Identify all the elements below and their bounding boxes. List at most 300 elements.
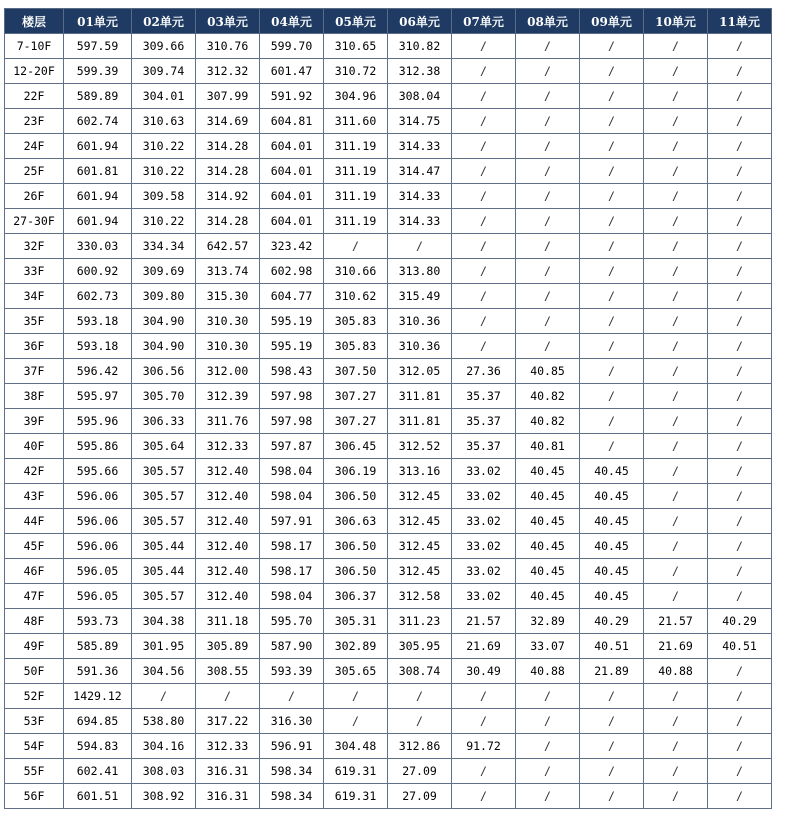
area-cell: 312.58 — [388, 584, 452, 609]
area-cell: 307.27 — [324, 409, 388, 434]
area-cell: 40.45 — [516, 534, 580, 559]
area-cell: 313.80 — [388, 259, 452, 284]
area-cell: 305.70 — [132, 384, 196, 409]
column-header-unit: 01单元 — [64, 9, 132, 34]
area-cell: 312.00 — [196, 359, 260, 384]
area-cell: 595.97 — [64, 384, 132, 409]
area-cell: / — [708, 584, 772, 609]
area-table-container — [4, 8, 772, 809]
area-cell: / — [452, 709, 516, 734]
floor-cell: 32F — [5, 234, 64, 259]
table-row — [5, 284, 772, 309]
area-cell: 308.92 — [132, 784, 196, 809]
area-cell: 312.38 — [388, 59, 452, 84]
area-cell: / — [580, 434, 644, 459]
area-cell: 593.18 — [64, 309, 132, 334]
area-cell: 314.92 — [196, 184, 260, 209]
area-cell: / — [452, 134, 516, 159]
area-cell: / — [324, 709, 388, 734]
floor-cell: 46F — [5, 559, 64, 584]
table-row — [5, 634, 772, 659]
area-cell: 306.19 — [324, 459, 388, 484]
area-cell: / — [452, 284, 516, 309]
area-cell: 315.30 — [196, 284, 260, 309]
area-cell: / — [324, 234, 388, 259]
area-cell: 311.19 — [324, 134, 388, 159]
area-cell: / — [452, 59, 516, 84]
column-header-unit: 03单元 — [196, 9, 260, 34]
area-cell: 302.89 — [324, 634, 388, 659]
area-cell: 604.01 — [260, 209, 324, 234]
area-cell: 316.31 — [196, 784, 260, 809]
area-cell: 309.69 — [132, 259, 196, 284]
area-cell: 33.02 — [452, 584, 516, 609]
area-cell: 304.90 — [132, 309, 196, 334]
area-cell: 597.59 — [64, 34, 132, 59]
area-cell: 40.45 — [580, 459, 644, 484]
area-cell: 312.33 — [196, 734, 260, 759]
area-cell: 312.45 — [388, 559, 452, 584]
area-cell: / — [708, 209, 772, 234]
area-cell: 304.48 — [324, 734, 388, 759]
area-cell: / — [708, 309, 772, 334]
floor-cell: 50F — [5, 659, 64, 684]
table-row — [5, 34, 772, 59]
area-cell: 304.56 — [132, 659, 196, 684]
table-row — [5, 209, 772, 234]
area-cell: / — [452, 34, 516, 59]
area-cell: 305.57 — [132, 584, 196, 609]
area-cell: 27.09 — [388, 784, 452, 809]
area-cell: 601.94 — [64, 209, 132, 234]
table-row — [5, 609, 772, 634]
table-body — [5, 34, 772, 809]
area-cell: 323.42 — [260, 234, 324, 259]
area-cell: 314.33 — [388, 184, 452, 209]
area-cell: 30.49 — [452, 659, 516, 684]
area-cell: / — [644, 534, 708, 559]
area-cell: 598.04 — [260, 584, 324, 609]
area-cell: 40.45 — [580, 584, 644, 609]
area-cell: 311.23 — [388, 609, 452, 634]
area-cell: 310.63 — [132, 109, 196, 134]
area-cell: 311.81 — [388, 384, 452, 409]
area-cell: 1429.12 — [64, 684, 132, 709]
table-row — [5, 259, 772, 284]
area-cell: / — [644, 259, 708, 284]
area-cell: 91.72 — [452, 734, 516, 759]
table-row — [5, 509, 772, 534]
area-cell: / — [708, 284, 772, 309]
area-cell: / — [708, 534, 772, 559]
area-cell: / — [388, 234, 452, 259]
area-cell: / — [132, 684, 196, 709]
area-cell: 305.57 — [132, 509, 196, 534]
area-cell: 314.28 — [196, 134, 260, 159]
area-cell: / — [516, 84, 580, 109]
area-cell: / — [708, 559, 772, 584]
area-cell: 311.19 — [324, 184, 388, 209]
area-cell: 21.69 — [452, 634, 516, 659]
area-cell: / — [196, 684, 260, 709]
area-cell: / — [516, 259, 580, 284]
area-cell: / — [580, 309, 644, 334]
area-cell: / — [708, 359, 772, 384]
table-row — [5, 234, 772, 259]
area-cell: / — [708, 34, 772, 59]
area-cell: 310.22 — [132, 159, 196, 184]
area-cell: 598.04 — [260, 484, 324, 509]
area-cell: 596.42 — [64, 359, 132, 384]
column-header-unit: 11单元 — [708, 9, 772, 34]
area-cell: / — [708, 409, 772, 434]
area-cell: 312.52 — [388, 434, 452, 459]
table-row — [5, 159, 772, 184]
area-cell: 40.81 — [516, 434, 580, 459]
area-cell: / — [580, 684, 644, 709]
area-cell: 308.03 — [132, 759, 196, 784]
floor-cell: 7-10F — [5, 34, 64, 59]
area-cell: 312.40 — [196, 509, 260, 534]
area-cell: / — [516, 184, 580, 209]
column-header-unit: 09单元 — [580, 9, 644, 34]
area-cell: 21.57 — [644, 609, 708, 634]
area-cell: 304.96 — [324, 84, 388, 109]
area-cell: / — [708, 484, 772, 509]
area-cell: 314.47 — [388, 159, 452, 184]
area-cell: / — [644, 184, 708, 209]
area-cell: 595.19 — [260, 309, 324, 334]
area-cell: 598.04 — [260, 459, 324, 484]
area-cell: 310.30 — [196, 309, 260, 334]
floor-cell: 53F — [5, 709, 64, 734]
area-cell: 307.27 — [324, 384, 388, 409]
area-cell: 309.80 — [132, 284, 196, 309]
floor-cell: 39F — [5, 409, 64, 434]
area-cell: / — [580, 359, 644, 384]
floor-cell: 22F — [5, 84, 64, 109]
area-cell: 304.16 — [132, 734, 196, 759]
area-cell: / — [580, 209, 644, 234]
area-cell: 314.33 — [388, 134, 452, 159]
table-row — [5, 84, 772, 109]
area-cell: 309.74 — [132, 59, 196, 84]
area-cell: / — [644, 484, 708, 509]
area-cell: 591.92 — [260, 84, 324, 109]
area-cell: 27.36 — [452, 359, 516, 384]
area-cell: / — [452, 159, 516, 184]
area-cell: 306.45 — [324, 434, 388, 459]
area-cell: 313.74 — [196, 259, 260, 284]
area-cell: 308.04 — [388, 84, 452, 109]
area-cell: 40.82 — [516, 409, 580, 434]
area-cell: / — [580, 159, 644, 184]
floor-cell: 25F — [5, 159, 64, 184]
area-cell: 40.45 — [516, 559, 580, 584]
area-cell: 40.51 — [708, 634, 772, 659]
area-cell: / — [644, 359, 708, 384]
area-cell: 601.81 — [64, 159, 132, 184]
area-cell: / — [644, 459, 708, 484]
area-cell: / — [452, 259, 516, 284]
area-cell: 305.44 — [132, 534, 196, 559]
area-cell: 311.19 — [324, 159, 388, 184]
column-header-unit: 04单元 — [260, 9, 324, 34]
area-cell: / — [324, 684, 388, 709]
floor-cell: 48F — [5, 609, 64, 634]
area-cell: 596.91 — [260, 734, 324, 759]
area-cell: / — [644, 434, 708, 459]
area-cell: 27.09 — [388, 759, 452, 784]
area-cell: 305.89 — [196, 634, 260, 659]
area-cell: / — [644, 784, 708, 809]
area-cell: 598.17 — [260, 559, 324, 584]
area-cell: / — [644, 734, 708, 759]
area-cell: / — [644, 84, 708, 109]
area-cell: 591.36 — [64, 659, 132, 684]
area-cell: 311.19 — [324, 209, 388, 234]
area-cell: / — [452, 234, 516, 259]
area-cell: / — [452, 784, 516, 809]
area-cell: 306.50 — [324, 534, 388, 559]
area-cell: / — [644, 709, 708, 734]
area-cell: 596.05 — [64, 559, 132, 584]
area-cell: / — [260, 684, 324, 709]
area-cell: / — [580, 109, 644, 134]
area-cell: 593.18 — [64, 334, 132, 359]
area-cell: 305.83 — [324, 334, 388, 359]
table-row — [5, 559, 772, 584]
area-cell: / — [516, 34, 580, 59]
column-header-unit: 08单元 — [516, 9, 580, 34]
area-cell: / — [644, 559, 708, 584]
table-row — [5, 384, 772, 409]
area-cell: / — [580, 384, 644, 409]
area-cell: / — [708, 59, 772, 84]
area-cell: / — [708, 509, 772, 534]
area-cell: 33.07 — [516, 634, 580, 659]
area-cell: / — [644, 384, 708, 409]
area-cell: 604.81 — [260, 109, 324, 134]
area-cell: 316.31 — [196, 759, 260, 784]
area-cell: 604.01 — [260, 184, 324, 209]
area-cell: / — [644, 59, 708, 84]
area-cell: 21.89 — [580, 659, 644, 684]
area-cell: 307.50 — [324, 359, 388, 384]
area-cell: / — [644, 309, 708, 334]
area-cell: / — [580, 334, 644, 359]
area-cell: 604.77 — [260, 284, 324, 309]
area-cell: 600.92 — [64, 259, 132, 284]
area-cell: 308.74 — [388, 659, 452, 684]
area-cell: 307.99 — [196, 84, 260, 109]
area-cell: 306.63 — [324, 509, 388, 534]
area-cell: 314.69 — [196, 109, 260, 134]
area-cell: 311.60 — [324, 109, 388, 134]
table-row — [5, 484, 772, 509]
area-cell: 309.58 — [132, 184, 196, 209]
floor-cell: 35F — [5, 309, 64, 334]
area-cell: 595.86 — [64, 434, 132, 459]
area-cell: / — [516, 784, 580, 809]
column-header-unit: 10单元 — [644, 9, 708, 34]
area-cell: 304.01 — [132, 84, 196, 109]
area-cell: 312.05 — [388, 359, 452, 384]
area-cell: 599.70 — [260, 34, 324, 59]
area-cell: 309.66 — [132, 34, 196, 59]
area-cell: 312.39 — [196, 384, 260, 409]
area-cell: 306.33 — [132, 409, 196, 434]
area-cell: 306.50 — [324, 559, 388, 584]
area-cell: / — [580, 409, 644, 434]
area-cell: 310.76 — [196, 34, 260, 59]
area-cell: 305.83 — [324, 309, 388, 334]
area-cell: / — [644, 759, 708, 784]
area-cell: 310.36 — [388, 334, 452, 359]
table-row — [5, 434, 772, 459]
area-cell: / — [516, 234, 580, 259]
area-cell: / — [580, 784, 644, 809]
area-cell: / — [708, 334, 772, 359]
column-header-unit: 02单元 — [132, 9, 196, 34]
area-cell: 310.62 — [324, 284, 388, 309]
area-cell: / — [644, 284, 708, 309]
table-row — [5, 109, 772, 134]
area-cell: 601.94 — [64, 184, 132, 209]
area-cell: 313.16 — [388, 459, 452, 484]
area-cell: / — [644, 584, 708, 609]
floor-cell: 52F — [5, 684, 64, 709]
area-cell: 330.03 — [64, 234, 132, 259]
area-cell: / — [644, 34, 708, 59]
floor-cell: 24F — [5, 134, 64, 159]
area-cell: 312.45 — [388, 484, 452, 509]
table-row — [5, 784, 772, 809]
table-row — [5, 309, 772, 334]
table-row — [5, 184, 772, 209]
area-cell: / — [708, 459, 772, 484]
area-cell: 596.05 — [64, 584, 132, 609]
area-cell: 315.49 — [388, 284, 452, 309]
column-header-floor: 楼层 — [5, 9, 64, 34]
area-cell: 40.45 — [516, 459, 580, 484]
area-cell: / — [516, 709, 580, 734]
area-cell: 596.06 — [64, 509, 132, 534]
area-cell: 598.34 — [260, 759, 324, 784]
area-cell: 304.38 — [132, 609, 196, 634]
area-cell: 301.95 — [132, 634, 196, 659]
area-cell: / — [452, 684, 516, 709]
area-cell: / — [516, 109, 580, 134]
area-cell: / — [644, 409, 708, 434]
area-cell: / — [452, 759, 516, 784]
area-cell: / — [580, 184, 644, 209]
area-cell: 306.56 — [132, 359, 196, 384]
area-cell: / — [516, 309, 580, 334]
column-header-unit: 07单元 — [452, 9, 516, 34]
area-cell: 40.45 — [516, 584, 580, 609]
area-cell: 597.87 — [260, 434, 324, 459]
table-header — [5, 9, 772, 34]
area-cell: 35.37 — [452, 434, 516, 459]
area-cell: 310.22 — [132, 209, 196, 234]
area-cell: 598.34 — [260, 784, 324, 809]
area-cell: 35.37 — [452, 384, 516, 409]
area-cell: 595.96 — [64, 409, 132, 434]
floor-cell: 44F — [5, 509, 64, 534]
area-cell: 599.39 — [64, 59, 132, 84]
area-cell: / — [516, 59, 580, 84]
table-row — [5, 734, 772, 759]
area-cell: 40.45 — [580, 484, 644, 509]
area-cell: / — [516, 159, 580, 184]
area-cell: / — [388, 684, 452, 709]
area-cell: / — [452, 184, 516, 209]
area-cell: 40.29 — [580, 609, 644, 634]
unit-area-table — [4, 8, 772, 809]
area-cell: 308.55 — [196, 659, 260, 684]
area-cell: / — [708, 434, 772, 459]
area-cell: / — [708, 384, 772, 409]
area-cell: / — [580, 59, 644, 84]
area-cell: 33.02 — [452, 509, 516, 534]
area-cell: / — [452, 309, 516, 334]
area-cell: / — [580, 734, 644, 759]
area-cell: 312.45 — [388, 509, 452, 534]
area-cell: / — [644, 209, 708, 234]
area-cell: 597.98 — [260, 384, 324, 409]
area-cell: / — [516, 134, 580, 159]
area-cell: 314.28 — [196, 159, 260, 184]
area-cell: / — [644, 234, 708, 259]
area-cell: 310.66 — [324, 259, 388, 284]
floor-cell: 47F — [5, 584, 64, 609]
table-row — [5, 659, 772, 684]
area-cell: / — [708, 184, 772, 209]
floor-cell: 56F — [5, 784, 64, 809]
area-cell: 604.01 — [260, 159, 324, 184]
floor-cell: 12-20F — [5, 59, 64, 84]
area-cell: 306.37 — [324, 584, 388, 609]
table-row — [5, 59, 772, 84]
floor-cell: 40F — [5, 434, 64, 459]
floor-cell: 23F — [5, 109, 64, 134]
area-cell: 305.44 — [132, 559, 196, 584]
area-cell: / — [708, 159, 772, 184]
floor-cell: 45F — [5, 534, 64, 559]
area-cell: / — [580, 759, 644, 784]
area-cell: 312.40 — [196, 534, 260, 559]
area-cell: 40.29 — [708, 609, 772, 634]
area-cell: / — [580, 284, 644, 309]
area-cell: 305.57 — [132, 459, 196, 484]
area-cell: 602.74 — [64, 109, 132, 134]
area-cell: 602.73 — [64, 284, 132, 309]
area-cell: 312.86 — [388, 734, 452, 759]
area-cell: 598.17 — [260, 534, 324, 559]
area-cell: 316.30 — [260, 709, 324, 734]
area-cell: 312.40 — [196, 484, 260, 509]
area-cell: 21.69 — [644, 634, 708, 659]
area-cell: 601.51 — [64, 784, 132, 809]
area-cell: / — [452, 109, 516, 134]
table-row — [5, 584, 772, 609]
area-cell: 595.66 — [64, 459, 132, 484]
area-cell: 21.57 — [452, 609, 516, 634]
area-cell: 597.91 — [260, 509, 324, 534]
area-cell: 602.98 — [260, 259, 324, 284]
area-cell: 596.06 — [64, 534, 132, 559]
